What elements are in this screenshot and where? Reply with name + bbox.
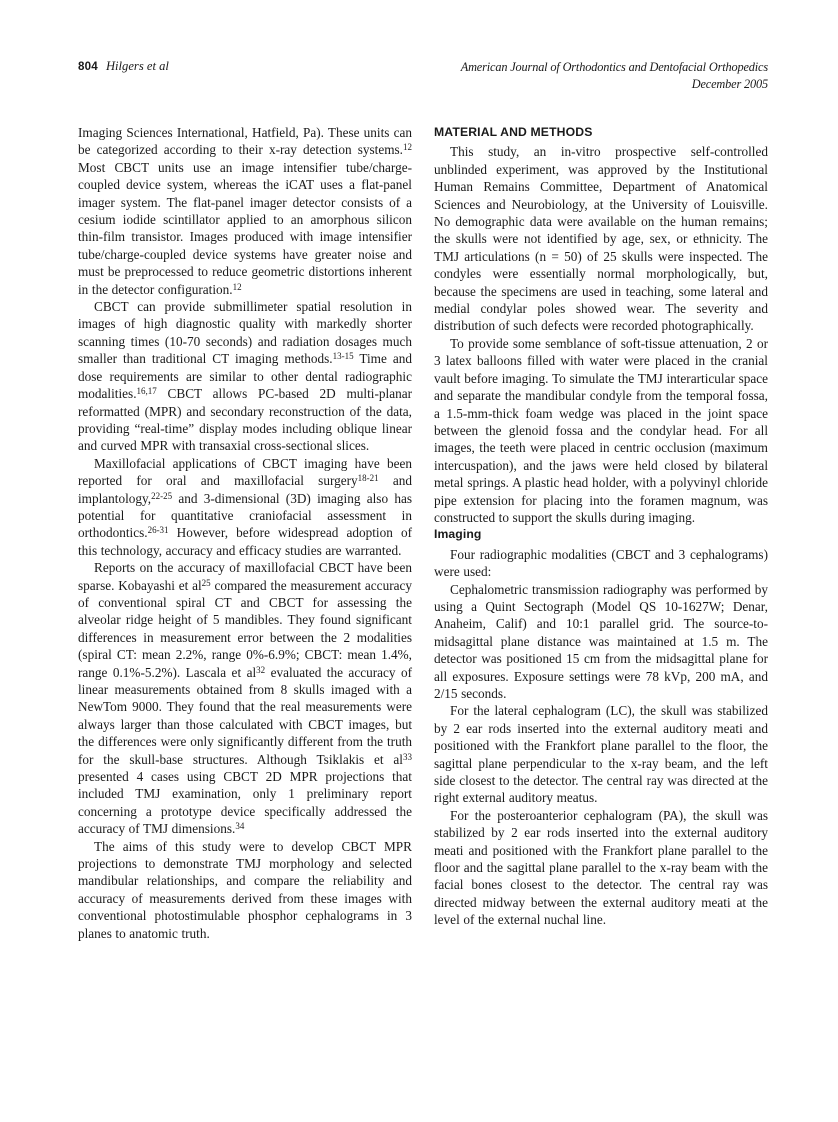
paragraph: Four radiographic modalities (CBCT and 3 cephalograms) were used: [434, 546, 768, 580]
paragraph: For the lateral cephalogram (LC), the skull was stabilized by 2 ear rods inserted into the external auditory meati and positioned with the Frankfort plane parallel to the floor, the sagittal plane perpendicular to the x-ray beam, and the left side closest to the detector. The central ray was directed at the right external auditory meatus. [434, 703, 768, 806]
paragraph-text: evaluated the accuracy of linear measurements obtained from 8 skulls imaged with a NewTom 9000. They found that the real measurements were always larger than those calculated with CBCT images, but the differences were only significantly different from the truth for the skull-base structures. Although Tsiklakis et al [78, 664, 412, 767]
column-right [434, 124, 768, 929]
paragraph [78, 559, 412, 838]
column-left [78, 124, 412, 942]
paragraph-text: and 3-dimensional (3D) imaging also has potential for quantitative craniofacial assessment in orthodontics. [78, 490, 412, 541]
paragraph-text: Reports on the accuracy of maxillofacial CBCT have been sparse. Kobayashi et al [78, 560, 412, 593]
paragraph-text: CBCT can provide submillimeter spatial resolution in images of high diagnostic quality with markedly shorter scanning times (10-70 seconds) and radiation dosages much smaller than traditional CT imaging methods. [78, 299, 412, 367]
citation-ref: 13-15 [332, 351, 354, 362]
citation-ref: 32 [256, 664, 266, 675]
paragraph-text: Most CBCT units use an image intensifier tube/charge-coupled device system, whereas the iCAT uses a flat-panel imager system. The flat-panel imager detector consists of a cesium iodide scintillator applied to an amorphous silicon thin-film transistor. Images produced with image intensifier tube/charge-coupled device systems have greater noise and must be preprocessed to reduce geometric distortions inherent in the detector configuration. [78, 159, 412, 297]
section-heading-material-and-methods: MATERIAL AND METHODS [434, 125, 593, 139]
running-head-left [78, 59, 169, 74]
paragraph-text: CBCT allows PC-based 2D multi-planar reformatted (MPR) and secondary reconstruction of the data, providing “real-time” display modes including oblique linear and curved MPR with transaxial cross-sectional slices. [78, 386, 412, 454]
paragraph: Cephalometric transmission radiography was performed by using a Quint Sectograph (Model QS 10-1627W; Denar, Anaheim, Calif) and 10:1 parallel grid. The source-to-midsagittal plane distance was maintained at 1.5 m. The detector was positioned 15 cm from the midsagittal plane for all exposures. Exposure settings were 78 kVp, 200 mA, and 2/15 seconds. [434, 581, 768, 701]
citation-ref: 33 [403, 751, 412, 762]
citation-ref: 26-31 [147, 525, 169, 536]
paragraph: To provide some semblance of soft-tissue attenuation, 2 or 3 latex balloons filled with water were placed in the cranial vault before imaging. To simulate the TMJ interarticular space and separate the mandibular condyle from the temporal fossa, a 1.5-mm-thick foam wedge was placed in the joint space between the glenoid fossa and the condylar head. For all images, the teeth were placed in centric occlusion (maximum intercuspation), and the jaws were held closed by bilateral metal springs. A plastic head holder, with a polyvinyl chloride pipe extension for placing into the foramen magnum, was constructed to support the skulls during imaging. [434, 335, 768, 525]
running-head-authors: Hilgers et al [105, 59, 169, 73]
citation-ref: 16,17 [136, 385, 157, 396]
paragraph-text: However, before widespread adoption of this technology, accuracy and efficacy studies are warranted. [78, 525, 412, 558]
citation-ref: 25 [201, 577, 211, 588]
paragraph: The aims of this study were to develop CBCT MPR projections to demonstrate TMJ morphology and selected mandibular relationships, and compare the reliability and accuracy of measurements derived from these images with conventional photostimulable phosphor cephalograms in 3 planes to anatomic truth. [78, 838, 412, 941]
citation-ref: 12 [232, 281, 242, 292]
paragraph-text: and implantology, [78, 473, 412, 506]
paragraph-text: Imaging Sciences International, Hatfield, Pa). These units can be categorized according to their x-ray detection systems. [78, 125, 412, 158]
paragraph-text: compared the measurement accuracy of conventional spiral CT and CBCT for assessing the alveolar ridge height of 5 mandibles. They found significant differences in measurement error between the 2 modalities (spiral CT: mean 2.2%, range 0%-6.9%; CBCT: mean 1.4%, range 0.1%-5.2%). Lascala et al [78, 577, 412, 680]
journal-title: American Journal of Orthodontics and Dentofacial Orthopedics [460, 60, 768, 74]
running-head-right [461, 59, 768, 92]
paragraph-text: Time and dose requirements are similar to other dental radiographic modalities. [78, 351, 413, 402]
page-number: 804 [78, 60, 98, 73]
paragraph-text: presented 4 cases using CBCT 2D MPR projections that included TMJ examination, only 1 preliminary report concerning a prototype device specifically addressed the accuracy of TMJ dimensions. [78, 769, 412, 837]
paragraph-text: Maxillofacial applications of CBCT imaging have been reported for oral and maxillofacial surgery [78, 455, 412, 489]
citation-ref: 18-21 [357, 472, 379, 483]
body-columns [78, 124, 768, 1054]
paragraph [78, 124, 412, 298]
paragraph: This study, an in-vitro prospective self-controlled unblinded experiment, was approved by the Institutional Human Remains Committee, Department of Anatomical Sciences and Neurobiology, at the University of Louisville. No demographic data were available on the human remains; the skulls were not identified by age, sex, or ethnicity. The TMJ articulations (n = 50) of 25 skulls were inspected. The condyles were essentially normal morphologically, but, because the specimens are used in teaching, some lateral and medial condylar poles showed wear. The severity and distribution of such defects were recorded photographically. [434, 144, 768, 334]
running-head [78, 59, 768, 99]
citation-ref: 34 [235, 821, 245, 832]
paragraph: For the posteroanterior cephalogram (PA), the skull was stabilized by 2 ear rods inserted into the external auditory meati and positioned with the Frankfort plane parallel to the floor and the sagittal plane parallel to the x-ray beam with the facial bones closest to the detector. The central ray was directed midway between the external auditory meati at the level of the external nuchal line. [434, 807, 768, 928]
paragraph [78, 298, 412, 455]
citation-ref: 12 [403, 142, 412, 153]
citation-ref: 22-25 [151, 490, 173, 501]
subsection-heading-imaging: Imaging [434, 527, 482, 542]
paragraph [78, 455, 412, 559]
issue-date: December 2005 [691, 76, 768, 91]
